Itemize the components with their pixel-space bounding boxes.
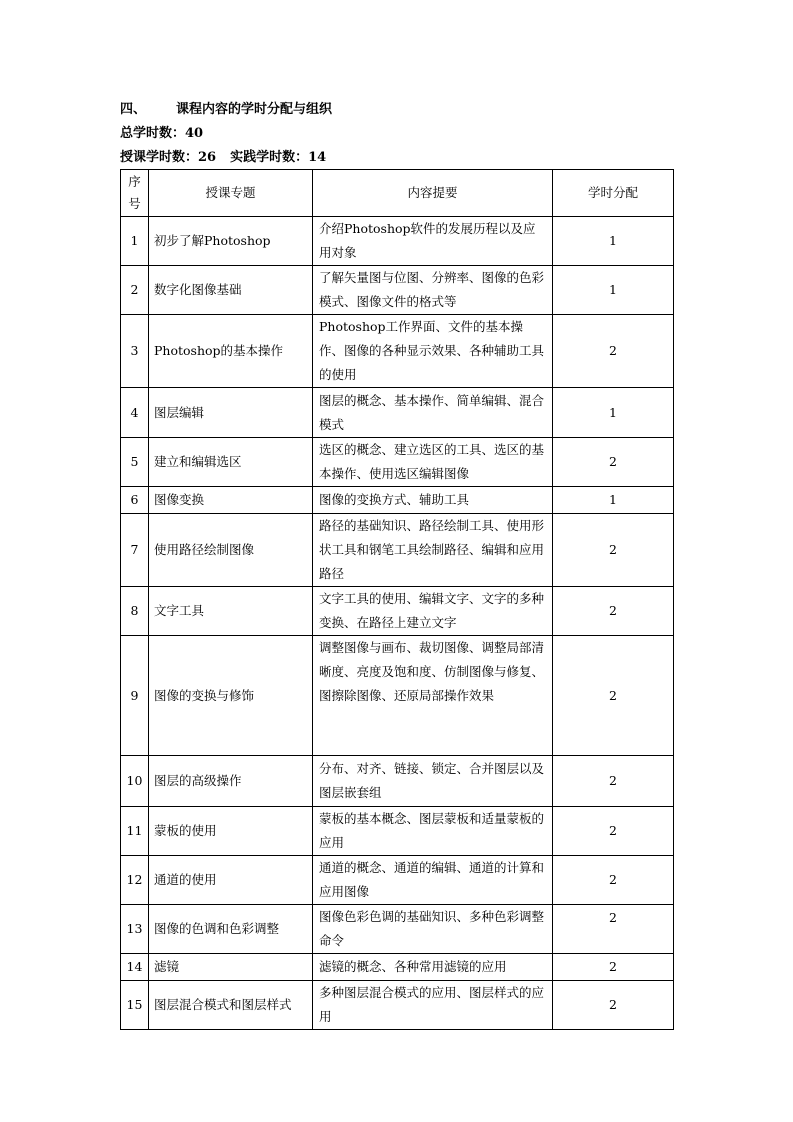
row-topic: 使用路径绘制图像	[149, 514, 313, 587]
row-number: 9	[121, 636, 149, 756]
row-content: 分布、对齐、链接、锁定、合并图层以及图层嵌套组	[313, 756, 553, 807]
practice-hours: 实践学时数：14	[230, 150, 327, 165]
table-row	[121, 954, 674, 981]
row-content: Photoshop工作界面、文件的基本操作、图像的各种显示效果、各种辅助工具的使用	[313, 315, 553, 388]
row-number: 2	[121, 266, 149, 315]
hours-breakdown	[120, 146, 332, 170]
table-row	[121, 636, 674, 756]
table-row	[121, 217, 674, 266]
table-row	[121, 514, 674, 587]
row-content: 选区的概念、建立选区的工具、选区的基本操作、使用选区编辑图像	[313, 438, 553, 487]
table-row	[121, 981, 674, 1030]
table-row	[121, 587, 674, 636]
row-content: 通道的概念、通道的编辑、通道的计算和应用图像	[313, 856, 553, 905]
table-row	[121, 388, 674, 438]
lecture-hours: 授课学时数：26	[120, 150, 217, 165]
row-topic: 滤镜	[149, 954, 313, 981]
row-content: 文字工具的使用、编辑文字、文字的多种变换、在路径上建立文字	[313, 587, 553, 636]
row-content: 介绍Photoshop软件的发展历程以及应用对象	[313, 217, 553, 266]
section-heading	[120, 98, 332, 170]
table-row	[121, 905, 674, 954]
row-topic: Photoshop的基本操作	[149, 315, 313, 388]
row-hours: 1	[553, 217, 674, 266]
row-hours: 1	[553, 388, 674, 438]
row-number: 7	[121, 514, 149, 587]
row-number: 8	[121, 587, 149, 636]
row-content: 图层的概念、基本操作、简单编辑、混合模式	[313, 388, 553, 438]
row-topic: 图像的色调和色彩调整	[149, 905, 313, 954]
row-content: 蒙板的基本概念、图层蒙板和适量蒙板的应用	[313, 807, 553, 856]
row-number: 14	[121, 954, 149, 981]
row-number: 12	[121, 856, 149, 905]
table-row	[121, 438, 674, 487]
table-header-row	[121, 170, 674, 217]
row-topic: 图像的变换与修饰	[149, 636, 313, 756]
table-row	[121, 266, 674, 315]
row-hours: 1	[553, 487, 674, 514]
row-topic: 图像变换	[149, 487, 313, 514]
row-topic: 图层混合模式和图层样式	[149, 981, 313, 1030]
row-topic: 数字化图像基础	[149, 266, 313, 315]
row-content: 滤镜的概念、各种常用滤镜的应用	[313, 954, 553, 981]
section-title-line	[120, 98, 332, 122]
table-row	[121, 315, 674, 388]
row-topic: 通道的使用	[149, 856, 313, 905]
row-number: 15	[121, 981, 149, 1030]
row-hours: 2	[553, 636, 674, 756]
row-topic: 图层编辑	[149, 388, 313, 438]
row-hours: 1	[553, 266, 674, 315]
row-topic: 文字工具	[149, 587, 313, 636]
header-hours: 学时分配	[553, 170, 674, 217]
row-hours: 2	[553, 587, 674, 636]
row-number: 13	[121, 905, 149, 954]
row-hours: 2	[553, 438, 674, 487]
row-hours: 2	[553, 954, 674, 981]
row-content: 调整图像与画布、裁切图像、调整局部清晰度、亮度及饱和度、仿制图像与修复、图擦除图像、还原局部操作效果	[313, 636, 553, 756]
row-content: 路径的基础知识、路径绘制工具、使用形状工具和钢笔工具绘制路径、编辑和应用路径	[313, 514, 553, 587]
row-number: 6	[121, 487, 149, 514]
course-hours-table	[120, 169, 674, 1030]
row-hours: 2	[553, 756, 674, 807]
header-content: 内容提要	[313, 170, 553, 217]
row-hours: 2	[553, 514, 674, 587]
row-hours: 2	[553, 905, 674, 954]
row-hours: 2	[553, 807, 674, 856]
header-serial: 序号	[121, 170, 149, 217]
row-number: 4	[121, 388, 149, 438]
row-topic: 初步了解Photoshop	[149, 217, 313, 266]
row-topic: 蒙板的使用	[149, 807, 313, 856]
row-content: 图像色彩色调的基础知识、多种色彩调整命令	[313, 905, 553, 954]
row-topic: 图层的高级操作	[149, 756, 313, 807]
row-number: 1	[121, 217, 149, 266]
row-content: 多种图层混合模式的应用、图层样式的应用	[313, 981, 553, 1030]
table-row	[121, 487, 674, 514]
row-hours: 2	[553, 315, 674, 388]
total-hours: 总学时数：40	[120, 126, 204, 141]
section-title: 课程内容的学时分配与组织	[176, 102, 333, 117]
row-hours: 2	[553, 856, 674, 905]
table-row	[121, 856, 674, 905]
row-content: 图像的变换方式、辅助工具	[313, 487, 553, 514]
row-number: 5	[121, 438, 149, 487]
row-content: 了解矢量图与位图、分辨率、图像的色彩模式、图像文件的格式等	[313, 266, 553, 315]
table-row	[121, 807, 674, 856]
table-row	[121, 756, 674, 807]
row-topic: 建立和编辑选区	[149, 438, 313, 487]
header-topic: 授课专题	[149, 170, 313, 217]
row-number: 11	[121, 807, 149, 856]
row-number: 3	[121, 315, 149, 388]
section-number: 四、	[120, 102, 147, 117]
row-hours: 2	[553, 981, 674, 1030]
row-number: 10	[121, 756, 149, 807]
